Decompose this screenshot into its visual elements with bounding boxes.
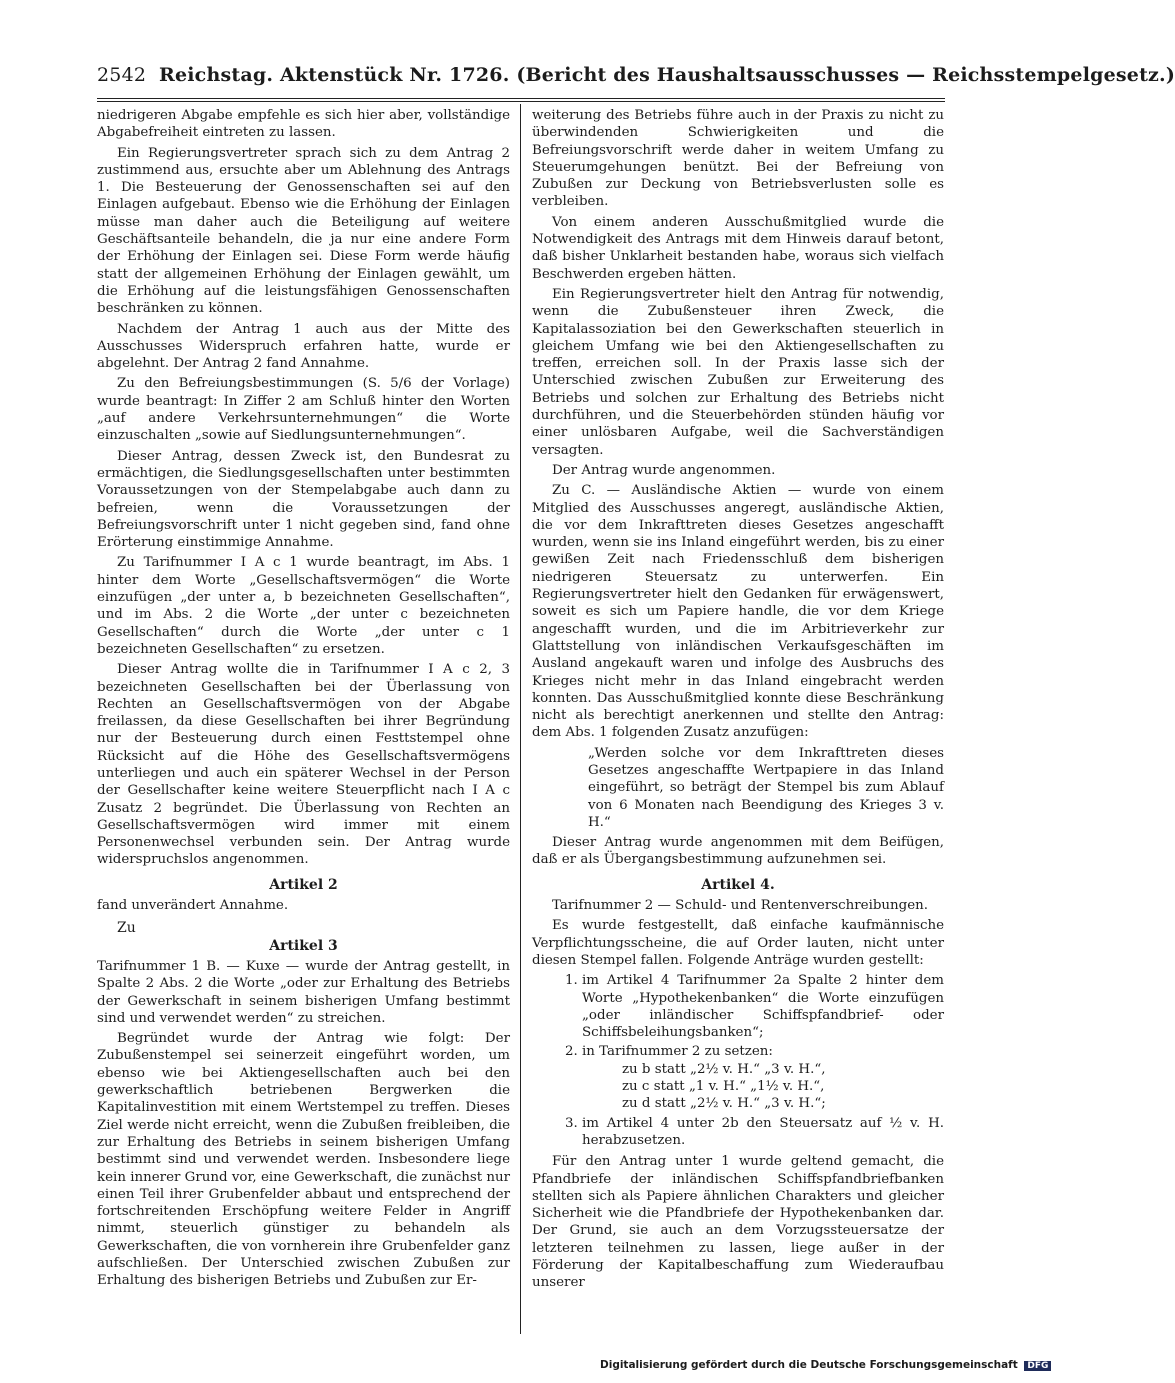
list-subitem: zu c statt „1 v. H.“ „1½ v. H.“, <box>622 1079 825 1095</box>
right-column <box>532 107 944 1295</box>
left-column <box>97 107 510 1293</box>
page-title: Reichstag. Aktenstück Nr. 1726. (Bericht des Haushaltsausschusses — Reichsstempelgesetz.) <box>158 64 1175 86</box>
paragraph: Ein Regierungsvertreter sprach sich zu dem Antrag 2 zustimmend aus, ersuchte aber um Ablehnung des Antrags 1. Die Besteuerung der Genossenschaften sei auf den Einlagen aufgebaut. Ebenso wie die Erhöhung der Einlagen müsse man daher auch die Beteiligung auf weitere Geschäftsanteile behandeln, die ja nur eine andere Form der Erhöhung der Einlagen sei. Diese Form werde häufig statt der allgemeinen Erhöhung der Einlagen gewählt, um die Erhöhung auf die leistungsfähigen Genossenschaften beschränken zu können. <box>97 145 510 317</box>
paragraph: Nachdem der Antrag 1 auch aus der Mitte des Ausschusses Widerspruch erfahren hatte, wurde er abgelehnt. Der Antrag 2 fand Annahme. <box>97 321 510 372</box>
list-subitem: zu d statt „2½ v. H.“ „3 v. H.“; <box>622 1096 826 1112</box>
paragraph: Dieser Antrag wurde angenommen mit dem Beifügen, daß er als Übergangsbestimmung aufzunehmen sei. <box>532 835 944 868</box>
paragraph: Für den Antrag unter 1 wurde geltend gemacht, die Pfandbriefe der inländischen Schiffspfandbriefbanken stellten sich als Papiere ähnlichen Charakters und gleicher Sicherheit wie die Pfandbriefe der Hypothekenbanken dar. Der Grund, sie auch an dem Vorzugssteuersatze der letzteren teilnehmen zu lassen, liege außer in der Förderung der Kapitalbeschaffung zum Wiederaufbau unserer <box>532 1154 944 1291</box>
paragraph: Der Antrag wurde angenommen. <box>552 462 776 478</box>
paragraph: Dieser Antrag, dessen Zweck ist, den Bundesrat zu ermächtigen, die Siedlungsgesellschaften unter bestimmten Voraussetzungen von der Stempelabgabe auch dann zu befreien, wenn die Voraussetzungen der Befreiungsvorschrift unter 1 nicht gegeben sind, fand ohne Erörterung einstimmige Annahme. <box>97 448 510 551</box>
digitization-credit <box>600 1359 1051 1371</box>
paragraph: Zu Tarifnummer I A c 1 wurde beantragt, im Abs. 1 hinter dem Worte „Gesellschaftsvermögen“ die Worte einzufügen „der unter a, b bezeichneten Gesellschaften“, und im Abs. 2 die Worte „der unter c bezeichneten Gesellschaften“ durch die Worte „der unter c 1 bezeichneten Gesellschaften“ zu ersetzen. <box>97 555 510 657</box>
column-divider <box>520 104 521 1334</box>
paragraph: Zu C. — Ausländische Aktien — wurde von einem Mitglied des Ausschusses angeregt, ausländische Aktien, die vor dem Inkrafttreten dieses Gesetzes angeschafft wurden, wenn sie ins Inland eingeführt werden, bis zu einer gewißen Zeit nach Friedensschluß dem bisherigen niedrigeren Steuersatz zu unterwerfen. Ein Regierungsvertreter hielt den Gedanken für erwägenswert, soweit es sich um Papiere handle, die vor dem Kriege angeschafft wurden, und die im Arbitrieverkehr zur Glattstellung von inländischen Verkaufsgeschäften im Ausland angekauft waren und infolge des Ausbruchs des Krieges nicht mehr in das Inland eingebracht werden konnten. Das Ausschußmitglied konnte diese Beschränkung nicht als berechtigt anerkennen und stellte den Antrag: dem Abs. 1 folgenden Zusatz anzufügen: <box>532 483 944 741</box>
paragraph: fand unverändert Annahme. <box>97 898 289 914</box>
paragraph: Zu den Befreiungsbestimmungen (S. 5/6 der Vorlage) wurde beantragt: In Ziffer 2 am Schluß hinter den Worten „auf andere Verkehrsunternehmungen“ die Worte einzuschalten „sowie auf Siedlungsunternehmungen“. <box>97 376 510 444</box>
list-item: 2. in Tarifnummer 2 zu setzen: zu b statt „2½ v. H.“ „3 v. H.“, zu c statt „1 v. H.“ „1½ v. H.“, zu d statt „2½ v. H.“ „3 v. H.“; <box>582 1043 944 1112</box>
list-item: 3. im Artikel 4 unter 2b den Steuersatz auf ½ v. H. herabzusetzen. <box>582 1115 944 1150</box>
credit-text: Digitalisierung gefördert durch die Deutsche Forschungsgemeinschaft <box>600 1359 1018 1371</box>
paragraph: weiterung des Betriebs führe auch in der Praxis zu nicht zu überwindenden Schwierigkeiten und die Befreiungsvorschrift werde daher in weitem Umfang zu Steuerumgehungen benützt. Bei der Befreiung von Zubußen zur Deckung von Betriebsverlusten solle es verbleiben. <box>532 108 944 210</box>
page-number: 2542 <box>97 64 147 86</box>
page-header <box>97 64 1175 98</box>
list-item: 1. im Artikel 4 Tarifnummer 2a Spalte 2 hinter dem Worte „Hypothekenbanken“ die Worte einzufügen „oder inländischer Schiffspfandbrief- oder Schiffsbeleihungsbanken“; <box>582 972 944 1041</box>
dfg-logo: DFG <box>1024 1361 1051 1371</box>
header-rule <box>97 98 945 99</box>
paragraph: Tarifnummer 2 — Schuld- und Rentenverschreibungen. <box>552 898 929 914</box>
header-rule-second <box>97 101 945 102</box>
paragraph: Von einem anderen Ausschußmitglied wurde die Notwendigkeit des Antrags mit dem Hinweis darauf betont, daß bisher Unklarheit bestanden habe, woraus sich vielfach Beschwerden ergeben hätten. <box>532 214 944 282</box>
list-subitem: zu b statt „2½ v. H.“ „3 v. H.“, <box>622 1061 826 1077</box>
motion-list <box>532 972 944 1149</box>
zu-label: Zu <box>117 920 136 937</box>
paragraph: Es wurde festgestellt, daß einfache kaufmännische Verpflichtungsscheine, die auf Order lauten, nicht unter diesen Stempel fallen. Folgende Anträge wurden gestellt: <box>532 918 944 968</box>
section-heading-artikel-4: Artikel 4. <box>701 876 775 893</box>
paragraph: Dieser Antrag wollte die in Tarifnummer I A c 2, 3 bezeichneten Gesellschaften bei der Überlassung von Rechten an Gesellschaftsvermögen von der Abgabe freilassen, da diese Gesellschaften bei ihrer Begründung nur der Besteuerung durch einen Festtstempel ohne Rücksicht auf die Höhe des Gesellschaftsvermögens unterliegen und auch ein späterer Wechsel in der Person der Gesellschafter keine weitere Steuerpflicht nach I A c Zusatz 2 begründet. Die Überlassung von Rechten an Gesellschaftsvermögen wird immer mit einem Personenwechsel verbunden sein. Der Antrag wurde widerspruchslos angenommen. <box>97 662 510 868</box>
paragraph: Begründet wurde der Antrag wie folgt: Der Zubußenstempel sei seinerzeit eingeführt worden, um ebenso wie bei Aktiengesellschaften auch bei den gewerkschaftlich betriebenen Bergwerken die Kapitalinvestition mit einem Wertstempel zu treffen. Dieses Ziel werde nicht erreicht, wenn die Zubußen freibleiben, die zur Erhaltung des Betriebs in seinem bisherigen Umfang bestimmt sind und verwendet werden. Insbesondere liege kein innerer Grund vor, eine Gewerkschaft, die zunächst nur einen Teil ihrer Grubenfelder abbaut und entsprechend der fortschreitenden Erschöpfung weitere Felder in Angriff nimmt, steuerlich günstiger zu behandeln als Gewerkschaften, die von vornherein ihre Grubenfelder ganz aufschließen. Der Unterschied zwischen Zubußen zur Erhaltung des bisherigen Betriebs und Zubußen zur Er- <box>97 1031 510 1289</box>
quoted-amendment: „Werden solche vor dem Inkrafttreten dieses Gesetzes angeschaffte Wertpapiere in das Inland eingeführt, so beträgt der Stempel bis zum Ablauf von 6 Monaten nach Beendigung des Krieges 3 v. H.“ <box>588 745 944 830</box>
section-heading-artikel-2: Artikel 2 <box>269 876 338 893</box>
paragraph: niedrigeren Abgabe empfehle es sich hier aber, vollständige Abgabefreiheit eintreten zu lassen. <box>97 108 510 141</box>
paragraph: Ein Regierungsvertreter hielt den Antrag für notwendig, wenn die Zubußensteuer ihren Zweck, die Kapitalassoziation bei den Gewerkschaften steuerlich in gleichem Umfang wie bei den Aktiengesellschaften zu treffen, erreichen soll. In der Praxis lasse sich der Unterschied zwischen Zubußen zur Erweiterung des Betriebs und solchen zur Erhaltung des Betriebs nicht durchführen, und die Steuerbehörden stünden häufig vor einer unlösbaren Aufgabe, weil die Sachverständigen versagten. <box>532 286 944 458</box>
section-heading-artikel-3: Artikel 3 <box>269 937 338 954</box>
paragraph: Tarifnummer 1 B. — Kuxe — wurde der Antrag gestellt, in Spalte 2 Abs. 2 die Worte „oder zur Erhaltung des Betriebs der Gewerkschaft in seinem bisherigen Umfang bestimmt sind und verwendet werden“ zu streichen. <box>97 958 510 1026</box>
